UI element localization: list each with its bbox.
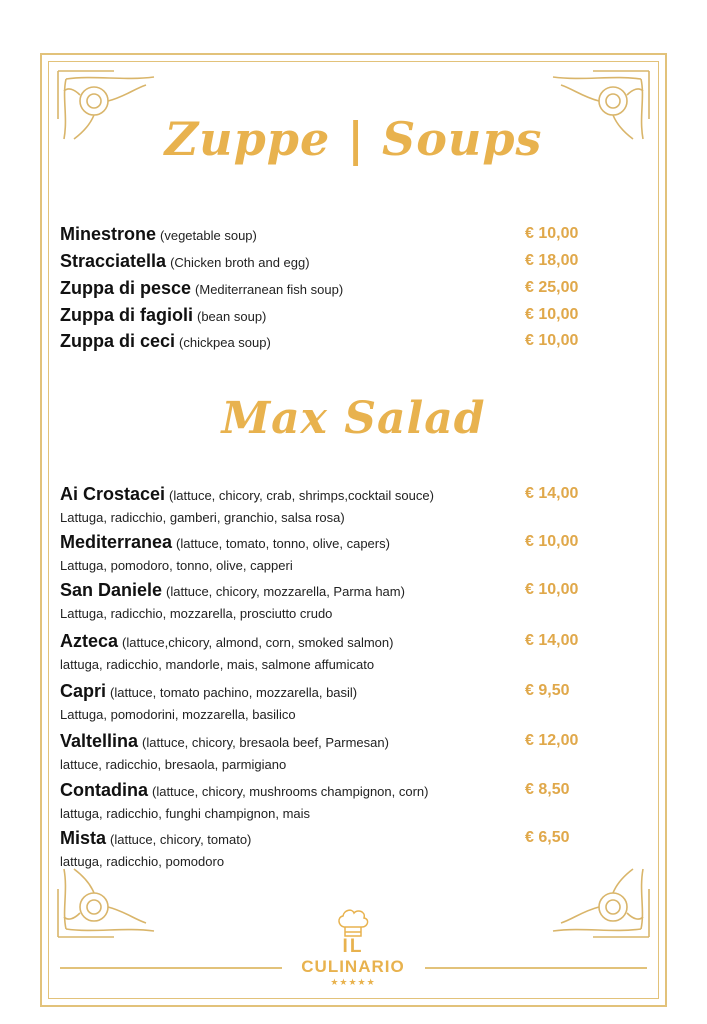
item-price: € 25,00 xyxy=(525,279,579,296)
item-name: Zuppa di fagioli xyxy=(60,305,193,325)
soup-item xyxy=(60,251,590,277)
item-desc: (Chicken broth and egg) xyxy=(170,255,310,270)
brand-logo xyxy=(283,905,423,995)
item-name: Capri xyxy=(60,681,107,701)
item-name: Azteca xyxy=(60,631,119,651)
item-name: Ai Crostacei xyxy=(60,484,166,504)
salad-item xyxy=(60,780,590,806)
item-price: € 10,00 xyxy=(525,533,579,550)
item-italian-desc: lattuce, radicchio, bresaola, parmigiano xyxy=(60,757,287,772)
item-italian-desc: lattuga, radicchio, mandorle, mais, salmone affumicato xyxy=(60,657,375,672)
item-desc: (lattuce,chicory, almond, corn, smoked salmon) xyxy=(122,635,394,650)
item-name: Valtellina xyxy=(60,731,139,751)
item-name: Stracciatella xyxy=(60,251,167,271)
item-price: € 9,50 xyxy=(525,682,570,699)
item-italian-desc: Lattuga, radicchio, mozzarella, prosciutto crudo xyxy=(60,606,333,621)
salad-item xyxy=(60,484,590,510)
item-price: € 8,50 xyxy=(525,781,570,798)
salad-item xyxy=(60,631,590,657)
salad-item xyxy=(60,532,590,558)
item-price: € 10,00 xyxy=(525,225,579,242)
footer-divider xyxy=(60,967,282,969)
item-name: Contadina xyxy=(60,780,148,800)
soup-item xyxy=(60,305,590,331)
item-desc: (lattuce, chicory, mozzarella, Parma ham) xyxy=(166,584,405,599)
corner-ornament-icon xyxy=(543,861,653,941)
soups-title: Zuppe | Soups xyxy=(164,112,543,166)
soup-item xyxy=(60,224,590,250)
item-name: Zuppa di pesce xyxy=(60,278,192,298)
item-desc: (lattuce, tomato pachino, mozzarella, basil) xyxy=(110,685,358,700)
item-desc: (lattuce, chicory, mushrooms champignon, corn) xyxy=(152,784,429,799)
item-price: € 10,00 xyxy=(525,581,579,598)
item-price: € 6,50 xyxy=(525,829,570,846)
item-price: € 10,00 xyxy=(525,306,579,323)
item-desc: (Mediterranean fish soup) xyxy=(195,282,344,297)
corner-ornament-icon xyxy=(54,861,164,941)
item-italian-desc: Lattuga, radicchio, gamberi, granchio, salsa rosa) xyxy=(60,510,345,525)
soup-item xyxy=(60,331,590,357)
item-name: San Daniele xyxy=(60,580,163,600)
footer-divider xyxy=(425,967,647,969)
item-price: € 14,00 xyxy=(525,485,579,502)
item-name: Mediterranea xyxy=(60,532,173,552)
salad-item xyxy=(60,731,590,757)
salad-item xyxy=(60,681,590,707)
logo-name: CULINARIO xyxy=(301,957,405,976)
item-italian-desc: lattuga, radicchio, pomodoro xyxy=(60,854,225,869)
item-desc: (lattuce, chicory, bresaola beef, Parmesan) xyxy=(142,735,389,750)
item-price: € 14,00 xyxy=(525,632,579,649)
item-italian-desc: lattuga, radicchio, funghi champignon, mais xyxy=(60,806,311,821)
salad-item xyxy=(60,828,590,854)
logo-il: IL xyxy=(342,936,364,957)
item-italian-desc: Lattuga, pomodoro, tonno, olive, capperi xyxy=(60,558,293,573)
item-price: € 10,00 xyxy=(525,332,579,349)
chef-hat-icon xyxy=(335,907,371,939)
item-price: € 18,00 xyxy=(525,252,579,269)
item-desc: (chickpea soup) xyxy=(179,335,271,350)
item-price: € 12,00 xyxy=(525,732,579,749)
item-name: Minestrone xyxy=(60,224,157,244)
item-desc: (lattuce, tomato, tonno, olive, capers) xyxy=(176,536,390,551)
salad-item xyxy=(60,580,590,606)
item-italian-desc: Lattuga, pomodorini, mozzarella, basilico xyxy=(60,707,296,722)
item-desc: (lattuce, chicory, crab, shrimps,cocktail souce) xyxy=(169,488,434,503)
item-desc: (lattuce, chicory, tomato) xyxy=(110,832,252,847)
item-desc: (vegetable soup) xyxy=(160,228,257,243)
item-name: Mista xyxy=(60,828,107,848)
item-desc: (bean soup) xyxy=(197,309,267,324)
salads-title: Max Salad xyxy=(221,393,486,444)
item-name: Zuppa di ceci xyxy=(60,331,176,351)
soup-item xyxy=(60,278,590,304)
logo-stars: ★★★★★ xyxy=(330,977,376,987)
